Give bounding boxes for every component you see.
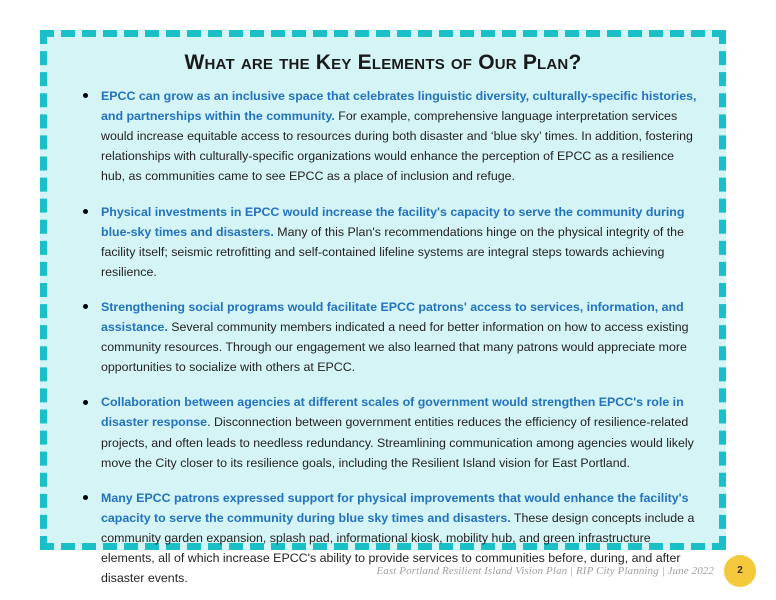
list-item xyxy=(83,202,697,282)
bullet-icon xyxy=(83,400,88,405)
list-item xyxy=(83,297,697,377)
page-footer xyxy=(0,562,776,600)
list-item xyxy=(83,86,697,186)
bullet-icon xyxy=(83,209,88,214)
list-item-body: Many of this Plan's recommendations hinge on the physical integrity of the facility itself; seismic retrofitting and self-contained lifeline systems are integral steps towards achieving resilience. xyxy=(101,224,684,279)
list-item-lead: Collaboration between agencies at different scales of government would strengthen EPCC's role in disaster response xyxy=(101,395,684,430)
list-item-body: Several community members indicated a need for better information on how to access existing community resources. Through our engagement we also learned that many patrons would appreciate more opportunities to socialize with others at EPCC. xyxy=(101,320,689,375)
list-item-body: These design concepts include a community garden expansion, splash pad, informational kiosk, mobility hub, and green infrastructure elements, all of which increase EPCC's ability to provide services to communities before, during, and after disaster events. xyxy=(101,510,695,586)
page-number: 2 xyxy=(737,565,743,576)
footer-citation: East Portland Resilient Island Vision Plan | RIP City Planning | June 2022 xyxy=(376,565,714,577)
key-elements-list xyxy=(47,80,719,588)
list-item-body: . Disconnection between government entities reduces the efficiency of resilience-related projects, and often leads to needless redundancy. Streamlining communication among agencies would likely move the City closer to its resilience goals, including the Resilient Island vision for East Portland. xyxy=(101,415,694,470)
list-item-lead: Physical investments in EPCC would increase the facility's capacity to serve the community during blue-sky times and disasters. xyxy=(101,204,685,239)
page-number-badge xyxy=(724,555,756,587)
bullet-icon xyxy=(83,93,88,98)
list-item-body: For example, comprehensive language interpretation services would increase equitable access to resources during both disaster and ‘blue sky’ times. In addition, fostering relationships with culturally-specific organizations would enhance the perception of EPCC as a resilience hub, as communities came to see EPCC as a place of inclusion and refuge. xyxy=(101,109,693,184)
bullet-icon xyxy=(83,304,88,309)
list-item xyxy=(83,392,697,472)
bullet-icon xyxy=(83,495,88,500)
page-title: What are the Key Elements of Our Plan? xyxy=(184,51,582,74)
list-item-lead: Strengthening social programs would facilitate EPCC patrons' access to services, information, and assistance. xyxy=(101,299,684,335)
list-item-lead: Many EPCC patrons expressed support for physical improvements that would enhance the facility's capacity to serve the community during blue sky times and disasters. xyxy=(101,490,689,525)
list-item-lead: EPCC can grow as an inclusive space that celebrates linguistic diversity, culturally-specific histories, and partnerships within the community. xyxy=(101,89,697,124)
